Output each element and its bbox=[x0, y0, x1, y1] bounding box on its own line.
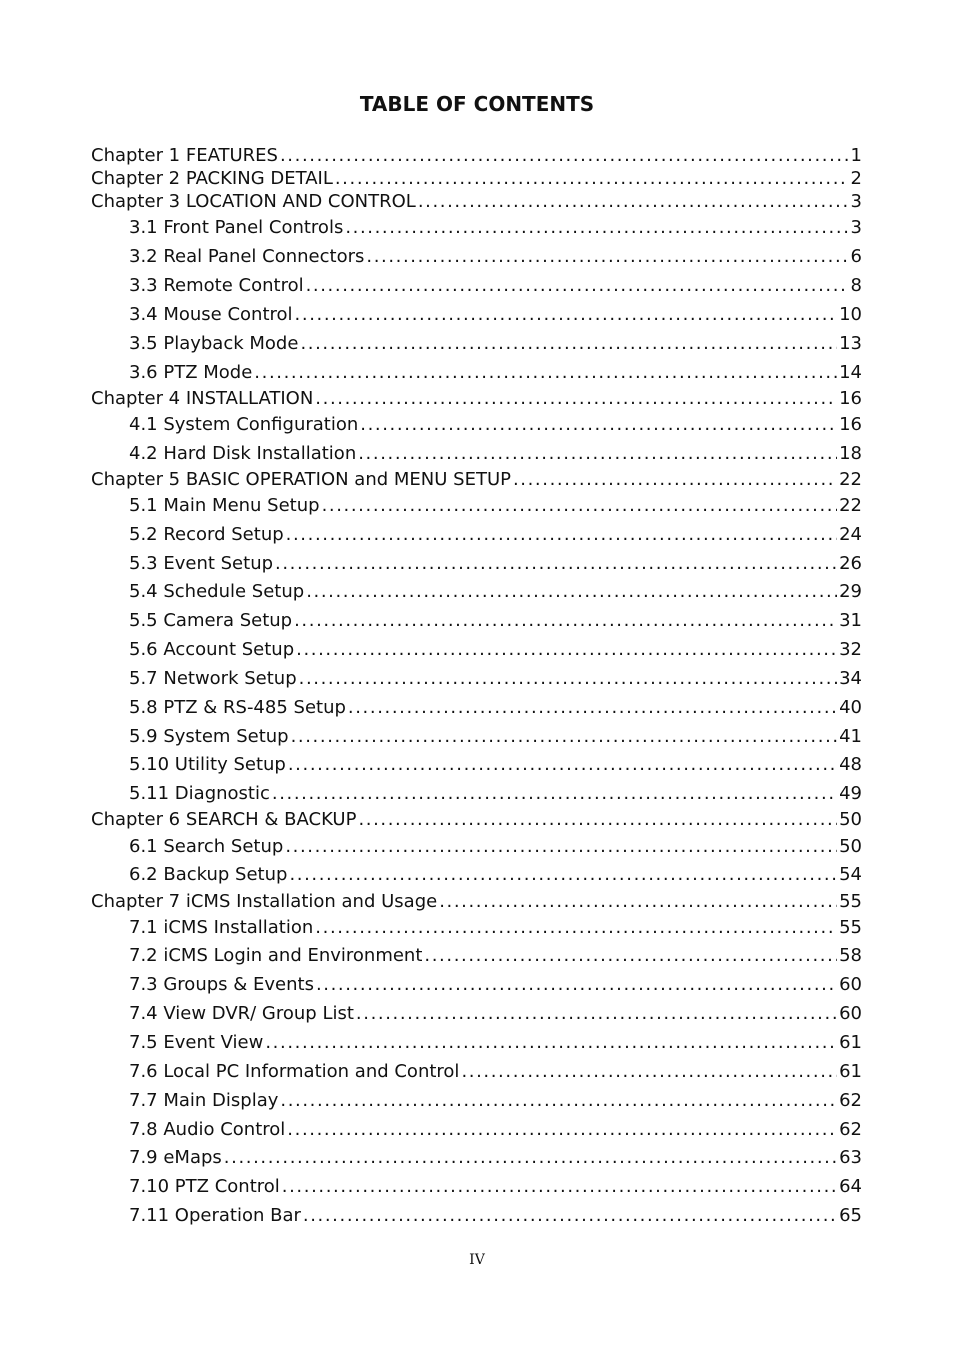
dot-leader bbox=[358, 443, 837, 465]
dot-leader bbox=[295, 304, 838, 326]
toc-entry-section[interactable] bbox=[0, 1090, 954, 1112]
toc-entry-page: 50 bbox=[839, 836, 862, 857]
toc-entry-section[interactable] bbox=[0, 304, 954, 326]
toc-entry-label: 5.5 Camera Setup bbox=[129, 610, 293, 631]
toc-entry-label: 7.10 PTZ Control bbox=[129, 1176, 280, 1197]
toc-entry-section[interactable] bbox=[0, 414, 954, 436]
toc-entry-label: 7.5 Event View bbox=[129, 1032, 264, 1053]
toc-entry-page: 65 bbox=[839, 1205, 862, 1226]
dot-leader bbox=[289, 864, 837, 886]
toc-entry-page: 62 bbox=[839, 1090, 862, 1111]
toc-entry-label: 3.6 PTZ Mode bbox=[129, 362, 253, 383]
toc-entry-section[interactable] bbox=[0, 1119, 954, 1141]
dot-leader bbox=[461, 1061, 837, 1083]
toc-entry-page: 13 bbox=[839, 333, 862, 354]
toc-entry-section[interactable] bbox=[0, 1032, 954, 1054]
toc-entry-chapter[interactable] bbox=[0, 891, 954, 913]
toc-entry-chapter[interactable] bbox=[0, 191, 954, 213]
toc-entry-page: 34 bbox=[839, 668, 862, 689]
dot-leader bbox=[335, 168, 849, 190]
dot-leader bbox=[439, 891, 837, 913]
toc-entry-section[interactable] bbox=[0, 945, 954, 967]
dot-leader bbox=[294, 610, 837, 632]
toc-entry-label: 7.11 Operation Bar bbox=[129, 1205, 301, 1226]
toc-entry-chapter[interactable] bbox=[0, 388, 954, 410]
dot-leader bbox=[322, 495, 838, 517]
toc-entry-label: 6.1 Search Setup bbox=[129, 836, 284, 857]
toc-entry-label: 3.5 Playback Mode bbox=[129, 333, 299, 354]
dot-leader bbox=[296, 639, 837, 661]
toc-entry-section[interactable] bbox=[0, 581, 954, 603]
dot-leader bbox=[513, 469, 837, 491]
toc-entry-label: 3.1 Front Panel Controls bbox=[129, 217, 344, 238]
dot-leader bbox=[275, 553, 837, 575]
dot-leader bbox=[306, 275, 849, 297]
toc-entry-section[interactable] bbox=[0, 1003, 954, 1025]
toc-entry-page: 6 bbox=[850, 246, 862, 267]
toc-entry-page: 54 bbox=[839, 864, 862, 885]
dot-leader bbox=[288, 754, 837, 776]
toc-entry-label: 5.8 PTZ & RS-485 Setup bbox=[129, 697, 346, 718]
toc-entry-section[interactable] bbox=[0, 362, 954, 384]
toc-entry-label: Chapter 1 FEATURES bbox=[91, 145, 278, 166]
dot-leader bbox=[424, 945, 837, 967]
toc-entry-page: 64 bbox=[839, 1176, 862, 1197]
toc-entry-label: Chapter 6 SEARCH & BACKUP bbox=[91, 809, 357, 830]
toc-entry-page: 1 bbox=[850, 145, 862, 166]
toc-entry-page: 60 bbox=[839, 974, 862, 995]
dot-leader bbox=[356, 1003, 837, 1025]
toc-entry-label: 7.3 Groups & Events bbox=[129, 974, 314, 995]
toc-entry-page: 31 bbox=[839, 610, 862, 631]
toc-entry-label: 5.11 Diagnostic bbox=[129, 783, 270, 804]
toc-entry-page: 63 bbox=[839, 1147, 862, 1168]
dot-leader bbox=[303, 1205, 837, 1227]
toc-entry-label: 3.2 Real Panel Connectors bbox=[129, 246, 365, 267]
dot-leader bbox=[345, 217, 848, 239]
toc-entry-section[interactable] bbox=[0, 495, 954, 517]
dot-leader bbox=[315, 388, 837, 410]
page-title: TABLE OF CONTENTS bbox=[359, 92, 595, 116]
toc-entry-page: 14 bbox=[839, 362, 862, 383]
toc-entry-chapter[interactable] bbox=[0, 168, 954, 190]
page-number: IV bbox=[469, 1252, 485, 1268]
toc-entry-label: 3.4 Mouse Control bbox=[129, 304, 293, 325]
toc-entry-label: 4.2 Hard Disk Installation bbox=[129, 443, 357, 464]
toc-entry-page: 22 bbox=[839, 469, 862, 490]
toc-entry-page: 3 bbox=[850, 191, 862, 212]
toc-entry-page: 2 bbox=[850, 168, 862, 189]
dot-leader bbox=[358, 809, 837, 831]
toc-entry-section[interactable] bbox=[0, 610, 954, 632]
dot-leader bbox=[285, 836, 837, 858]
dot-leader bbox=[272, 783, 837, 805]
toc-entry-label: Chapter 2 PACKING DETAIL bbox=[91, 168, 333, 189]
toc-entry-page: 61 bbox=[839, 1061, 862, 1082]
dot-leader bbox=[316, 974, 837, 996]
toc-entry-section[interactable] bbox=[0, 1061, 954, 1083]
toc-entry-page: 26 bbox=[839, 553, 862, 574]
dot-leader bbox=[265, 1032, 837, 1054]
toc-entry-page: 32 bbox=[839, 639, 862, 660]
toc-entry-label: 7.4 View DVR/ Group List bbox=[129, 1003, 354, 1024]
dot-leader bbox=[291, 726, 838, 748]
toc-entry-label: 7.6 Local PC Information and Control bbox=[129, 1061, 460, 1082]
toc-entry-page: 48 bbox=[839, 754, 862, 775]
toc-entry-section[interactable] bbox=[0, 836, 954, 858]
toc-entry-chapter[interactable] bbox=[0, 809, 954, 831]
toc-entry-label: 6.2 Backup Setup bbox=[129, 864, 288, 885]
toc-entry-label: 5.1 Main Menu Setup bbox=[129, 495, 320, 516]
dot-leader bbox=[315, 917, 837, 939]
toc-entry-label: 7.9 eMaps bbox=[129, 1147, 222, 1168]
toc-entry-page: 22 bbox=[839, 495, 862, 516]
toc-entry-label: 5.9 System Setup bbox=[129, 726, 289, 747]
dot-leader bbox=[286, 524, 837, 546]
toc-entry-page: 55 bbox=[839, 891, 862, 912]
toc-entry-section[interactable] bbox=[0, 1176, 954, 1198]
toc-entry-page: 58 bbox=[839, 945, 862, 966]
toc-entry-label: Chapter 3 LOCATION AND CONTROL bbox=[91, 191, 416, 212]
toc-entry-section[interactable] bbox=[0, 917, 954, 939]
dot-leader bbox=[418, 191, 849, 213]
toc-entry-section[interactable] bbox=[0, 443, 954, 465]
toc-entry-label: 5.7 Network Setup bbox=[129, 668, 297, 689]
dot-leader bbox=[366, 246, 848, 268]
toc-entry-section[interactable] bbox=[0, 1205, 954, 1227]
toc-entry-section[interactable] bbox=[0, 783, 954, 805]
toc-entry-label: 7.7 Main Display bbox=[129, 1090, 279, 1111]
toc-entry-label: 5.4 Schedule Setup bbox=[129, 581, 305, 602]
toc-entry-section[interactable] bbox=[0, 1147, 954, 1169]
toc-entry-label: Chapter 5 BASIC OPERATION and MENU SETUP bbox=[91, 469, 511, 490]
dot-leader bbox=[280, 1090, 837, 1112]
dot-leader bbox=[299, 668, 837, 690]
toc-entry-label: 5.6 Account Setup bbox=[129, 639, 295, 660]
toc-entry-section[interactable] bbox=[0, 668, 954, 690]
toc-entry-chapter[interactable] bbox=[0, 469, 954, 491]
toc-entry-page: 60 bbox=[839, 1003, 862, 1024]
toc-entry-section[interactable] bbox=[0, 333, 954, 355]
dot-leader bbox=[300, 333, 837, 355]
toc-entry-label: 7.2 iCMS Login and Environment bbox=[129, 945, 423, 966]
toc-entry-page: 16 bbox=[839, 414, 862, 435]
toc-entry-page: 62 bbox=[839, 1119, 862, 1140]
toc-entry-page: 40 bbox=[839, 697, 862, 718]
toc-entry-page: 49 bbox=[839, 783, 862, 804]
toc-entry-section[interactable] bbox=[0, 974, 954, 996]
toc-entry-section[interactable] bbox=[0, 275, 954, 297]
toc-entry-page: 41 bbox=[839, 726, 862, 747]
toc-entry-label: Chapter 4 INSTALLATION bbox=[91, 388, 314, 409]
toc-entry-label: 4.1 System Configuration bbox=[129, 414, 359, 435]
toc-entry-label: 7.8 Audio Control bbox=[129, 1119, 286, 1140]
dot-leader bbox=[280, 145, 849, 167]
dot-leader bbox=[254, 362, 837, 384]
toc-entry-section[interactable] bbox=[0, 697, 954, 719]
toc-entry-label: Chapter 7 iCMS Installation and Usage bbox=[91, 891, 438, 912]
toc-entry-label: 5.2 Record Setup bbox=[129, 524, 284, 545]
toc-entry-section[interactable] bbox=[0, 754, 954, 776]
toc-entry-page: 10 bbox=[839, 304, 862, 325]
dot-leader bbox=[282, 1176, 837, 1198]
toc-entry-chapter[interactable] bbox=[0, 145, 954, 167]
dot-leader bbox=[287, 1119, 837, 1141]
toc-entry-page: 8 bbox=[850, 275, 862, 296]
toc-entry-section[interactable] bbox=[0, 246, 954, 268]
toc-entry-page: 24 bbox=[839, 524, 862, 545]
toc-entry-page: 3 bbox=[850, 217, 862, 238]
toc-entry-page: 18 bbox=[839, 443, 862, 464]
toc-entry-section[interactable] bbox=[0, 864, 954, 886]
toc-entry-page: 55 bbox=[839, 917, 862, 938]
dot-leader bbox=[360, 414, 837, 436]
toc-entry-page: 29 bbox=[839, 581, 862, 602]
toc-entry-page: 50 bbox=[839, 809, 862, 830]
toc-entry-label: 5.10 Utility Setup bbox=[129, 754, 286, 775]
toc-entry-label: 5.3 Event Setup bbox=[129, 553, 274, 574]
toc-entry-page: 16 bbox=[839, 388, 862, 409]
dot-leader bbox=[348, 697, 837, 719]
toc-entry-label: 7.1 iCMS Installation bbox=[129, 917, 314, 938]
dot-leader bbox=[306, 581, 837, 603]
toc-entry-label: 3.3 Remote Control bbox=[129, 275, 304, 296]
toc-entry-section[interactable] bbox=[0, 524, 954, 546]
toc-entry-section[interactable] bbox=[0, 726, 954, 748]
toc-entry-section[interactable] bbox=[0, 639, 954, 661]
dot-leader bbox=[224, 1147, 837, 1169]
toc-entry-page: 61 bbox=[839, 1032, 862, 1053]
toc-entry-section[interactable] bbox=[0, 217, 954, 239]
toc-entry-section[interactable] bbox=[0, 553, 954, 575]
